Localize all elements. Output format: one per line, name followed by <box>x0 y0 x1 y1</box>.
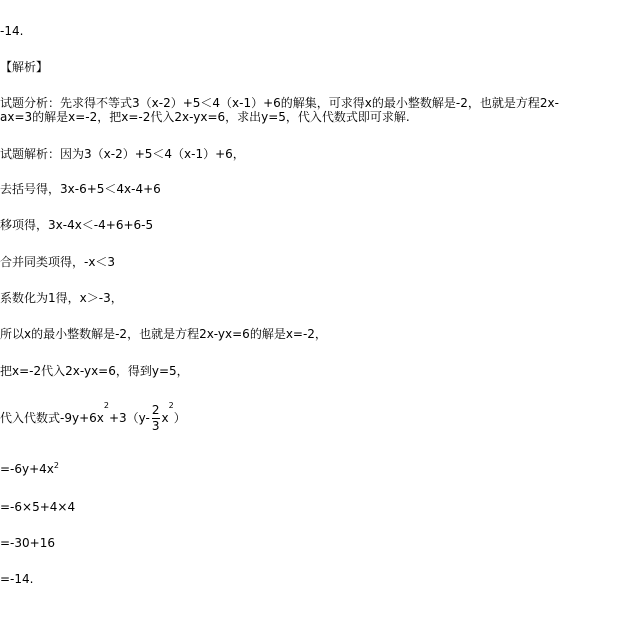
calc-line-1-base: =-6y+4x <box>0 462 54 476</box>
expression-prefix: 代入代数式-9y+6x <box>0 411 104 425</box>
answer-text: -14. <box>0 24 24 38</box>
expression-middle: +3（y- <box>108 411 150 425</box>
solution-step-substitute: 把x=-2代入2x-yx=6，得到y=5， <box>0 364 189 378</box>
calc-line-3: =-30+16 <box>0 536 55 550</box>
expression-line <box>0 401 186 433</box>
solution-step-combine: 合并同类项得，-x＜3 <box>0 255 116 269</box>
solution-step-transpose: 移项得，3x-4x＜-4+6+6-5 <box>0 218 154 232</box>
section-title: 【解析】 <box>0 60 49 74</box>
fraction-denominator: 3 <box>151 419 160 433</box>
calc-line-1 <box>0 462 59 476</box>
calc-line-4: =-14. <box>0 572 34 586</box>
analysis-line-2: ax=3的解是x=-2，把x=-2代入2x-yx=6，求出y=5，代入代数式即可求解. <box>0 110 410 124</box>
expression-exponent-2: 2 <box>168 401 174 410</box>
solution-step-remove-brackets: 去括号得，3x-6+5＜4x-4+6 <box>0 182 161 196</box>
solution-step-coefficient: 系数化为1得，x＞-3， <box>0 291 123 305</box>
calc-line-2: =-6×5+4×4 <box>0 500 76 514</box>
calc-line-1-exponent: 2 <box>53 461 60 470</box>
fraction <box>152 404 160 433</box>
solution-intro: 试题解析：因为3（x-2）+5＜4（x-1）+6， <box>0 147 245 161</box>
expression-close: ） <box>173 411 186 425</box>
solution-step-min-integer: 所以x的最小整数解是-2，也就是方程2x-yx=6的解是x=-2， <box>0 327 327 341</box>
expression-exponent-1: 2 <box>103 401 109 410</box>
analysis-line-1: 试题分析：先求得不等式3（x-2）+5＜4（x-1）+6的解集，可求得x的最小整数解是-2，也就是方程2x- <box>0 96 559 110</box>
expression-tail: x <box>161 411 169 425</box>
fraction-numerator: 2 <box>151 403 160 417</box>
